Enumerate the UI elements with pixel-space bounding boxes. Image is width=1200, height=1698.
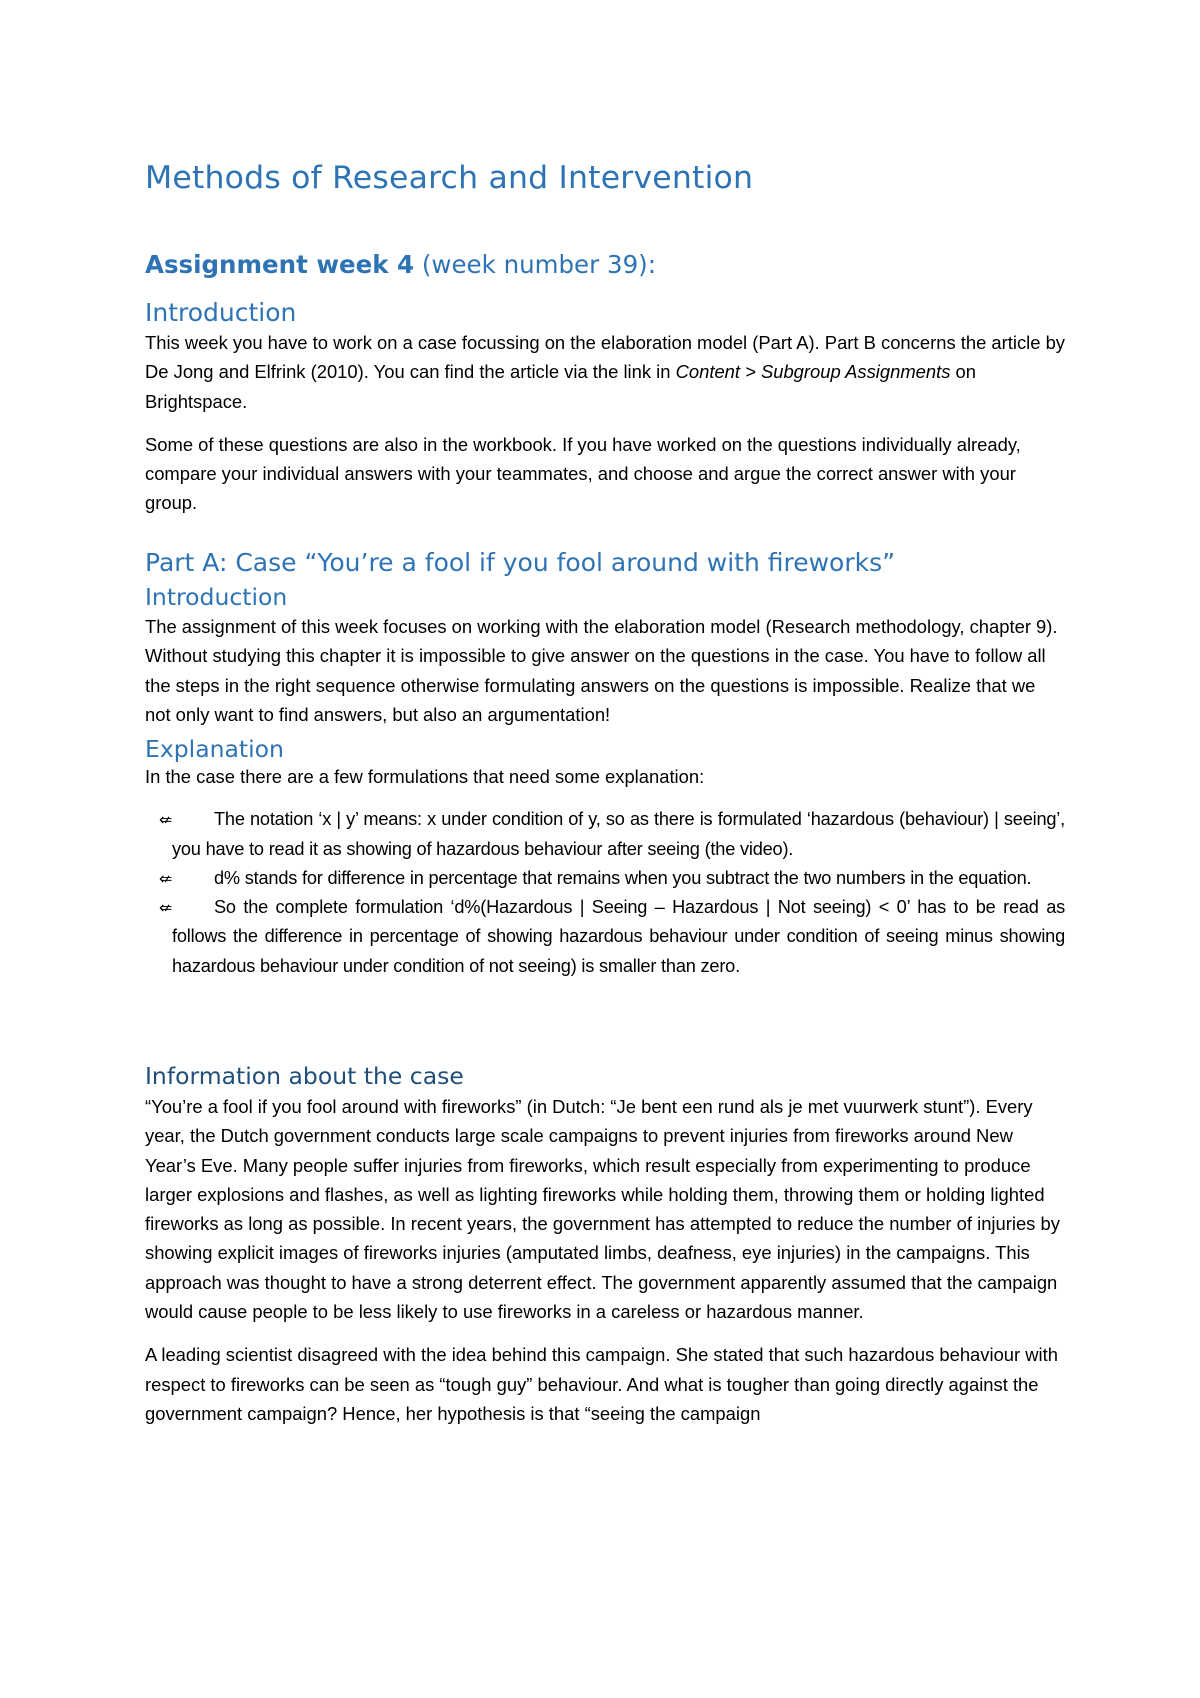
information-paragraph-1: “You’re a fool if you fool around with fireworks” (in Dutch: “Je bent een rund als je met vuurwerk stunt”). Every year, the Dutch government conducts large scale campaigns to prevent injuries from fireworks around New Year’s Eve. Many people suffer injuries from fireworks, which result especially from experimenting to produce larger explosions and flashes, as well as lighting fireworks while holding them, throwing them or holding lighted fireworks as long as possible. In recent years, the government has attempted to reduce the number of injuries by showing explicit images of fireworks injuries (amputated limbs, deafness, eye injuries) in the campaigns. This approach was thought to have a strong deterrent effect. The government apparently assumed that the campaign would cause people to be less likely to use fireworks in a careless or hazardous manner. (145, 1096, 1060, 1323)
introduction-paragraph-1 (145, 328, 1065, 416)
explanation-item-text: The notation ‘x | y’ means: x under condition of y, so as there is formulated ‘hazardous (behaviour) | seeing’, you have to read it as showing of hazardous behaviour after seeing (the video). (172, 809, 1065, 859)
intro-p1-text-a: This week you have to work on a case focussing on the elaboration model (Part A). Part B concerns the article by De Jong and Elfrink (2010). You can find the article via the link in (145, 332, 1066, 383)
intro-p1-location: Content > Subgroup Assignments (675, 361, 951, 383)
part-a-heading: Part A: Case “You’re a fool if you fool around with fireworks” (145, 548, 896, 577)
document-page (145, 0, 1065, 1698)
part-a-introduction-section (145, 612, 1065, 729)
explanation-item-2 (145, 864, 1065, 893)
introduction-heading: Introduction (145, 298, 297, 327)
document-title: Methods of Research and Intervention (145, 160, 754, 196)
introduction-paragraph-2: Some of these questions are also in the workbook. If you have worked on the questions individually already, compare your individual answers with your teammates, and choose and argue the correct answer with your group. (145, 433, 1021, 514)
explanation-item-text: d% stands for difference in percentage that remains when you subtract the two numbers in the equation. (214, 867, 1032, 888)
explanation-item-text: So the complete formulation ‘d%(Hazardous | Seeing – Hazardous | Not seeing) < 0’ has to be read as follows the difference in percentage of showing hazardous behaviour under condition of seeing minus showing hazardous behaviour under condition of not seeing) is smaller than zero. (172, 897, 1065, 976)
information-heading: Information about the case (145, 1062, 464, 1090)
assignment-heading-week: (week number 39): (414, 250, 656, 279)
part-a-introduction-text: The assignment of this week focuses on working with the elaboration model (Research methodology, chapter 9). Without studying this chapter it is impossible to give answer on the questions in the case. You have to follow all the steps in the right sequence otherwise formulating answers on the questions is impossible. Realize that we not only want to find answers, but also an argumentation! (145, 616, 1058, 725)
intro-p1-text-b: on Brightspace. (145, 361, 977, 412)
information-section (145, 1092, 1065, 1428)
assignment-heading-bold: Assignment week 4 (145, 250, 415, 279)
explanation-item-1 (145, 805, 1065, 864)
part-a-introduction-heading: Introduction (145, 583, 288, 611)
assignment-heading (145, 250, 656, 279)
explanation-section (145, 762, 1065, 981)
bullet-arrow-icon: ⇍ (159, 810, 173, 830)
bullet-arrow-icon: ⇍ (159, 898, 173, 918)
information-paragraph-2: A leading scientist disagreed with the idea behind this campaign. She stated that such hazardous behaviour with respect to fireworks can be seen as “tough guy” behaviour. And what is tougher than going directly against the government campaign? Hence, her hypothesis is that “seeing the campaign (145, 1344, 1058, 1424)
bullet-arrow-icon: ⇍ (159, 868, 173, 888)
explanation-item-3 (145, 893, 1065, 981)
explanation-heading: Explanation (145, 735, 284, 763)
explanation-intro: In the case there are a few formulations that need some explanation: (145, 766, 705, 787)
introduction-section (145, 328, 1065, 518)
explanation-list (145, 805, 1065, 981)
